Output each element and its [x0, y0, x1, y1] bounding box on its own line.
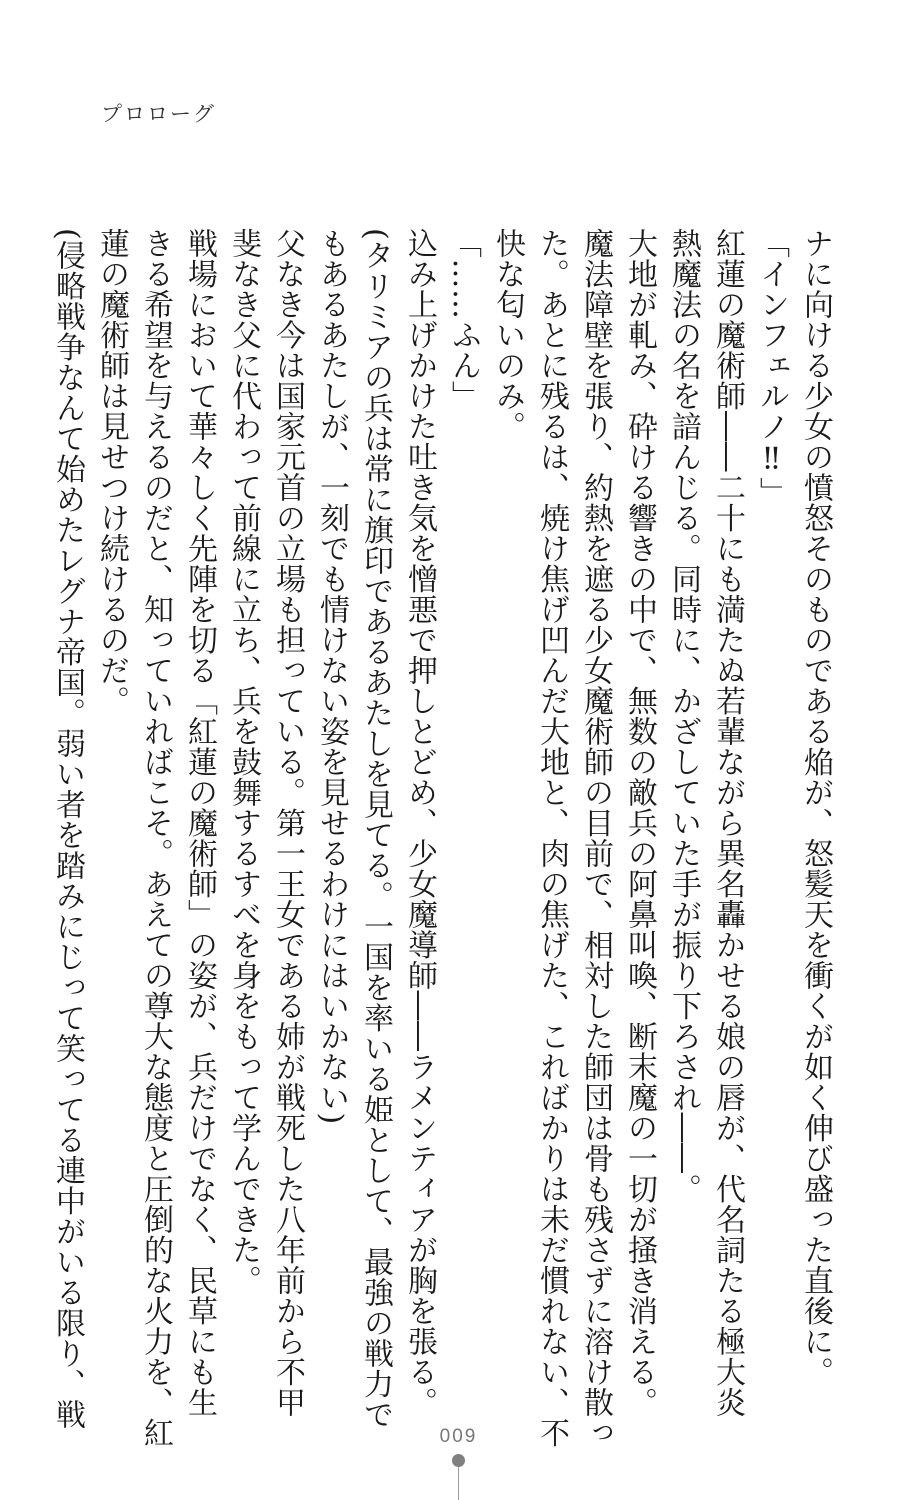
ornament-dot: [452, 1454, 465, 1467]
text-line: 戦場において華々しく先陣を切る「紅蓮の魔術師」の姿が、兵だけでなく、民草にも生: [182, 228, 217, 1418]
text-line: 魔法障壁を張り、約熱を遮る少女魔術師の目前で、相対した師団は骨も残さずに溶け散っ: [578, 228, 613, 1448]
text-line: きる希望を与えるのだと、知っていればこそ。あえての尊大な態度と圧倒的な火力を、紅: [138, 228, 173, 1448]
text-line: (侵略戦争なんて始めたレグナ帝国。弱い者を踏みにじって笑ってる連中がいる限り、戦: [50, 228, 85, 1430]
running-head: プロローグ: [101, 102, 216, 126]
page-ornament-icon: [452, 1454, 466, 1500]
text-line: 蓮の魔術師は見せつけ続けるのだ。: [94, 228, 129, 716]
text-line: (タリミアの兵は常に旗印であるあたしを見てる。一国を率いる姫として、最強の戦力で: [358, 228, 393, 1430]
text-line: もあるあたしが、一刻でも情けない姿を見せるわけにはいかない): [314, 228, 349, 1125]
text-line: 大地が軋み、砕ける響きの中で、無数の敵兵の阿鼻叫喚、断末魔の一切が掻き消える。: [622, 228, 657, 1418]
text-line: 紅蓮の魔術師――二十にも満たぬ若輩ながら異名轟かせる娘の唇が、代名詞たる極大炎: [710, 228, 745, 1418]
text-line: 熱魔法の名を諳んじる。同時に、かざしていた手が振り下ろされ――。: [666, 228, 701, 1204]
page-number: 009: [439, 1426, 478, 1447]
text-line: 込み上げかけた吐き気を憎悪で押しとどめ、少女魔導師――ラメンティアが胸を張る。: [402, 228, 437, 1418]
text-line: 斐なき父に代わって前線に立ち、兵を鼓舞するすべを身をもって学んできた。: [226, 228, 261, 1296]
text-line: 快な匂いのみ。: [490, 228, 525, 442]
ornament-stem: [458, 1467, 459, 1500]
text-line: 「インフェルノ‼」: [754, 228, 789, 508]
text-line: た。あとに残るは、焼け焦げ凹んだ大地と、肉の焦げた、こればかりは未だ慣れない、不: [534, 228, 569, 1448]
text-line: 「……ふん」: [446, 228, 481, 411]
text-line: ナに向ける少女の憤怒そのものである焔が、怒髪天を衝くが如く伸び盛った直後に。: [798, 228, 833, 1387]
text-line: 父なき今は国家元首の立場も担っている。第一王女である姉が戦死した八年前から不甲: [270, 228, 305, 1418]
